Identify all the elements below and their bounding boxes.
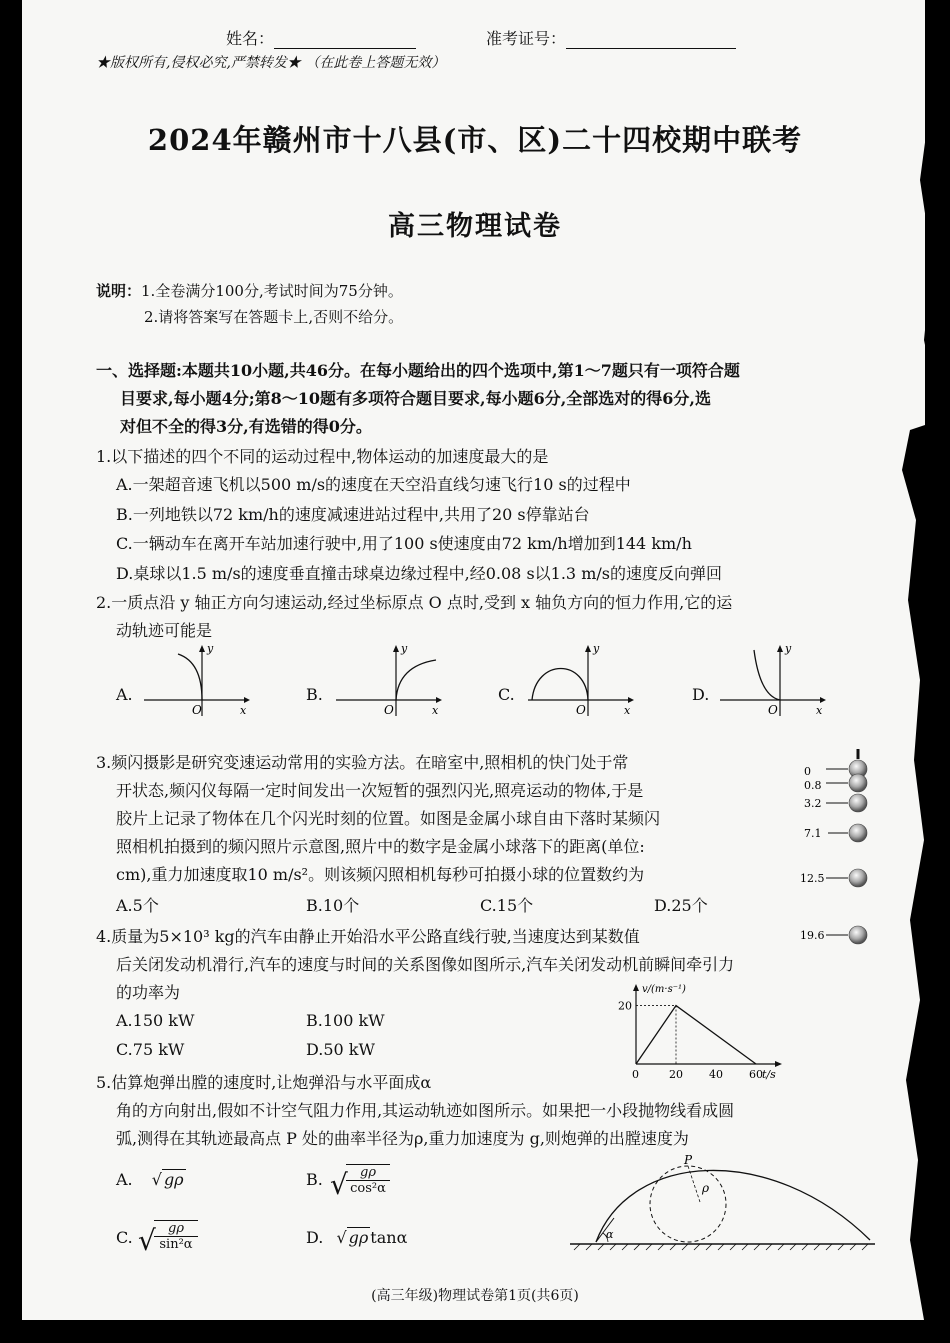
- x-arrow: [244, 697, 250, 703]
- tick-label-x: 40: [709, 1068, 723, 1080]
- ball-1: [804, 774, 867, 792]
- exam-no-blank: [566, 30, 736, 49]
- option-a: A.5个: [116, 896, 159, 915]
- option-b: B.100 kW: [306, 1011, 385, 1030]
- x-label: x: [624, 704, 631, 717]
- ball-2: [804, 794, 867, 812]
- section-instructions: 对但不全的得3分,有选错的得0分。: [120, 417, 372, 436]
- question-5-stem: 5.估算炮弹出膛的速度时,让炮弹沿与水平面成α: [96, 1073, 432, 1092]
- ground-hatching: [574, 1244, 868, 1250]
- question-1-stem: 1.以下描述的四个不同的运动过程中,物体运动的加速度最大的是: [96, 447, 549, 466]
- ball-5: [800, 926, 867, 944]
- tick-label-x: 20: [669, 1068, 683, 1080]
- sqrt-sign: √: [336, 1228, 347, 1247]
- question-4-stem: 的功率为: [116, 983, 181, 1002]
- ball-3: [804, 824, 867, 842]
- t-axis-label: t/s: [762, 1068, 776, 1080]
- notes-line-1: [96, 280, 403, 301]
- name-blank: [274, 30, 416, 49]
- exam-subtitle: 高三物理试卷: [388, 211, 562, 242]
- trajectory-curve: [178, 654, 202, 700]
- sqrt-sign: √: [138, 1224, 156, 1257]
- question-4-stem: 后关闭发动机滑行,汽车的速度与时间的关系图像如图所示,汽车关闭发动机前瞬间牵引力: [116, 955, 735, 974]
- velocity-time-chart: [612, 980, 787, 1080]
- t-axis-arrow: [775, 1061, 782, 1067]
- velocity-series-line: [636, 1006, 756, 1064]
- question-2-stem: 2.一质点沿 y 轴正方向匀速运动,经过坐标原点 O 点时,受到 x 轴负方向的恒力作用,它的运: [96, 593, 733, 612]
- option-c: C.75 kW: [116, 1040, 185, 1059]
- option-label: A.: [116, 1170, 133, 1189]
- option-d: D.50 kW: [306, 1040, 375, 1059]
- origin-label: O: [576, 703, 586, 717]
- question-3-stem: 3.频闪摄影是研究变速运动常用的实验方法。在暗室中,照相机的快门处于常: [96, 753, 629, 772]
- section-instructions: 目要求,每小题4分;第8～10题有多项符合题目要求,每小题6分,全部选对的得6分,选: [120, 389, 711, 408]
- rho-label: ρ: [702, 1181, 710, 1195]
- x-label: x: [816, 704, 823, 717]
- sqrt-sign: √: [151, 1170, 162, 1189]
- option-d: D.桌球以1.5 m/s的速度垂直撞击球桌边缘过程中,经0.08 s以1.3 m/s的速度反向弹回: [116, 564, 722, 583]
- ball-distance-label: 0.8: [804, 779, 822, 792]
- projectile-path: [596, 1170, 870, 1242]
- name-label: 姓名：: [226, 29, 275, 48]
- option-c: C.一辆动车在离开车站加速行驶中,用了100 s使速度由72 km/h增加到144 km/h: [116, 534, 692, 553]
- v-axis-arrow: [633, 984, 639, 991]
- denominator: cos²α: [350, 1181, 386, 1196]
- ball-distance-label: 12.5: [800, 872, 825, 885]
- option-c: [116, 1228, 133, 1247]
- ball-distance-label: 0: [804, 765, 811, 778]
- question-4-stem: 4.质量为5×10³ kg的汽车由静止开始沿水平公路直线行驶,当速度达到某数值: [96, 927, 640, 946]
- copyright-note: ★版权所有,侵权必究,严禁转发★ （在此卷上答题无效）: [96, 55, 446, 71]
- option-b: B.一列地铁以72 km/h的速度减速进站过程中,共用了20 s停靠站台: [116, 505, 590, 524]
- sqrt-sign: √: [330, 1168, 348, 1201]
- ball-image: [849, 794, 867, 812]
- trajectory-curve: [396, 660, 436, 700]
- option-a: A.150 kW: [116, 1011, 195, 1030]
- option-a-label: A.: [116, 685, 133, 704]
- point-p-label: P: [684, 1153, 693, 1167]
- origin-label: O: [192, 703, 202, 717]
- note-item: 2.请将答案写在答题卡上,否则不给分。: [144, 308, 404, 326]
- radicand: gρ: [163, 1170, 184, 1189]
- trajectory-graph-d: [716, 640, 831, 720]
- y-arrow: [393, 645, 399, 652]
- projectile-trajectory-figure: [570, 1152, 880, 1252]
- tick-label-x: 60: [749, 1068, 763, 1080]
- question-3-stem: 开状态,频闪仪每隔一定时间发出一次短暂的强烈闪光,照亮运动的物体,于是: [116, 781, 644, 800]
- option-c-label: C.: [498, 685, 515, 704]
- fraction: [346, 1164, 390, 1196]
- y-arrow: [777, 645, 783, 652]
- torn-page-edge: [880, 0, 950, 1343]
- question-3-stem: 胶片上记录了物体在几个闪光时刻的位置。如图是金属小球自由下落时某频闪: [116, 809, 661, 828]
- option-d-label: D.: [692, 685, 710, 704]
- sqrt-expression: [336, 1228, 407, 1247]
- tick-label-x: 0: [632, 1068, 639, 1080]
- option-label: B.: [306, 1170, 323, 1189]
- fraction: [154, 1220, 198, 1252]
- tick-label-y: 20: [618, 999, 632, 1013]
- option-d: D.25个: [654, 896, 708, 915]
- x-arrow: [820, 697, 826, 703]
- option-a: [116, 1170, 186, 1189]
- y-arrow: [585, 645, 591, 652]
- v-axis-label: v/(m·s⁻¹): [642, 984, 686, 995]
- origin-label: O: [768, 703, 778, 717]
- y-label: y: [785, 642, 792, 655]
- ball-4: [800, 869, 867, 887]
- option-c: C.15个: [480, 896, 534, 915]
- exam-title: 2024年赣州市十八县(市、区)二十四校期中联考: [147, 123, 803, 157]
- option-b: B.10个: [306, 896, 360, 915]
- numerator: gρ: [346, 1165, 390, 1181]
- question-3-stem: cm),重力加速度取10 m/s²。则该频闪照相机每秒可拍摄小球的位置数约为: [116, 865, 645, 884]
- torn-shadow: [902, 0, 950, 1343]
- option-label: D.: [306, 1228, 324, 1247]
- option-b: [306, 1170, 323, 1189]
- y-arrow: [199, 645, 205, 652]
- notes-label: 说明：: [96, 282, 142, 300]
- option-b-label: B.: [306, 685, 323, 704]
- numerator: gρ: [154, 1221, 198, 1237]
- ball-distance-label: 3.2: [804, 797, 822, 810]
- trajectory-graph-b: [332, 640, 447, 720]
- question-5-stem: 弧,测得在其轨迹最高点 P 处的曲率半径为ρ,重力加速度为 g,则炮弹的出膛速度为: [116, 1129, 689, 1148]
- trig-factor: tanα: [370, 1228, 408, 1247]
- origin-label: O: [384, 703, 394, 717]
- x-arrow: [628, 697, 634, 703]
- ball-image: [849, 774, 867, 792]
- strobe-photo-figure: [790, 745, 880, 950]
- denominator: sin²α: [159, 1237, 193, 1252]
- option-d: [306, 1228, 407, 1247]
- x-label: x: [432, 704, 439, 717]
- ball-distance-label: 19.6: [800, 929, 825, 942]
- exam-no-field: [486, 26, 736, 49]
- page-footer: (高三年级)物理试卷第1页(共6页): [371, 1288, 579, 1304]
- option-label: C.: [116, 1228, 133, 1247]
- ball-image: [849, 824, 867, 842]
- ball-distance-label: 7.1: [804, 827, 822, 840]
- ball-image: [849, 869, 867, 887]
- x-arrow: [436, 697, 442, 703]
- curvature-circle: [650, 1166, 726, 1242]
- y-label: y: [593, 642, 600, 655]
- trajectory-curve: [754, 650, 780, 700]
- ball-image: [849, 926, 867, 944]
- question-2-stem: 动轨迹可能是: [116, 621, 213, 640]
- option-a: A.一架超音速飞机以500 m/s的速度在天空沿直线匀速飞行10 s的过程中: [116, 475, 631, 494]
- note-item: 1.全卷满分100分,考试时间为75分钟。: [141, 282, 403, 300]
- trajectory-graph-c: [524, 640, 639, 720]
- trajectory-curve: [532, 669, 588, 701]
- trajectory-graph-a: [140, 640, 255, 720]
- radicand: gρ: [348, 1228, 369, 1247]
- x-label: x: [240, 704, 247, 717]
- alpha-label: α: [606, 1228, 614, 1241]
- question-5-stem: 角的方向射出,假如不计空气阻力作用,其运动轨迹如图所示。如果把一小段抛物线看成圆: [116, 1101, 735, 1120]
- sqrt-expression: [152, 1170, 186, 1189]
- name-field: [226, 26, 416, 49]
- section-instructions: 一、选择题:本题共10小题,共46分。在每小题给出的四个选项中,第1～7题只有一项符合题: [96, 361, 740, 380]
- question-3-stem: 照相机拍摄到的频闪照片示意图,照片中的数字是金属小球落下的距离(单位:: [116, 837, 645, 856]
- y-label: y: [401, 642, 408, 655]
- y-label: y: [207, 642, 214, 655]
- exam-no-label: 准考证号：: [486, 29, 567, 48]
